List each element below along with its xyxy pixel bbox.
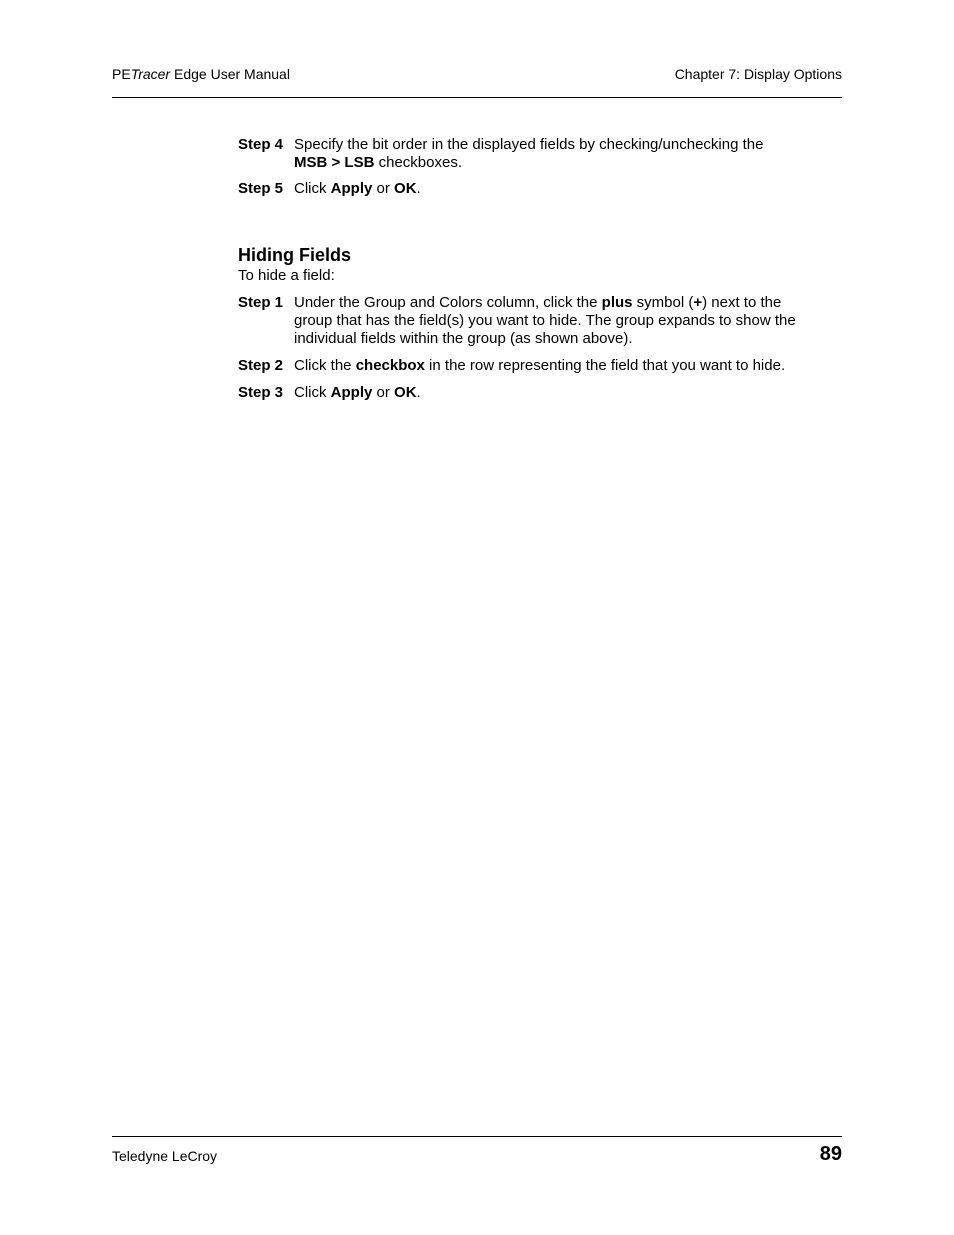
step-text-bold: plus xyxy=(601,294,633,311)
step-text-part: . xyxy=(416,384,421,401)
step-text-bold: MSB > LSB xyxy=(294,154,375,171)
step-text-bold: Apply xyxy=(330,180,373,197)
header-manual-title xyxy=(112,66,290,82)
footer-company: Teledyne LeCroy xyxy=(112,1148,218,1164)
steps-hide xyxy=(238,294,798,402)
product-name-pe: PE xyxy=(112,66,131,82)
step-3 xyxy=(238,384,798,402)
step-text-part: Click the xyxy=(294,357,356,374)
page-number: 89 xyxy=(819,1143,842,1165)
step-label: Step 1 xyxy=(238,294,284,311)
section-heading: Hiding Fields xyxy=(238,245,352,265)
step-text-part: . xyxy=(416,180,421,197)
step-text xyxy=(294,136,798,172)
steps-top xyxy=(238,136,798,198)
step-label: Step 3 xyxy=(238,384,284,401)
step-label: Step 4 xyxy=(238,136,284,153)
step-text-bold: + xyxy=(693,294,703,311)
step-text-part: Click xyxy=(294,384,331,401)
step-text-part: Under the Group and Colors column, click the xyxy=(294,294,602,311)
step-text-part: Specify the bit order in the displayed fields by checking/unchecking the xyxy=(294,136,764,153)
step-2 xyxy=(238,357,798,375)
step-label: Step 2 xyxy=(238,357,284,374)
step-text-bold: checkbox xyxy=(355,357,425,374)
footer-rule xyxy=(112,1136,842,1137)
manual-title: Edge User Manual xyxy=(170,66,290,82)
step-text-part: symbol ( xyxy=(632,294,694,311)
step-text xyxy=(294,357,798,375)
section-intro: To hide a field: xyxy=(238,267,335,284)
step-5 xyxy=(238,180,798,198)
step-text-part: ) next to the group that has the field(s) you want to hide. The group expands to show the individual fields within the group (as shown above). xyxy=(294,294,796,347)
step-text xyxy=(294,294,798,348)
step-4 xyxy=(238,136,798,172)
step-text-part: in the row representing the field that you want to hide. xyxy=(424,357,786,374)
step-text-part: or xyxy=(372,384,395,401)
step-text-bold: OK xyxy=(394,384,417,401)
step-text xyxy=(294,384,798,402)
step-1 xyxy=(238,294,798,348)
step-text-bold: OK xyxy=(394,180,417,197)
step-text xyxy=(294,180,798,198)
step-text-part: Click xyxy=(294,180,331,197)
header-rule xyxy=(112,97,842,98)
product-name-tracer: Tracer xyxy=(130,66,171,82)
step-text-bold: Apply xyxy=(330,384,373,401)
header-chapter: Chapter 7: Display Options xyxy=(674,66,842,82)
step-text-part: checkboxes. xyxy=(374,154,462,171)
step-label: Step 5 xyxy=(238,180,284,197)
step-text-part: or xyxy=(372,180,395,197)
